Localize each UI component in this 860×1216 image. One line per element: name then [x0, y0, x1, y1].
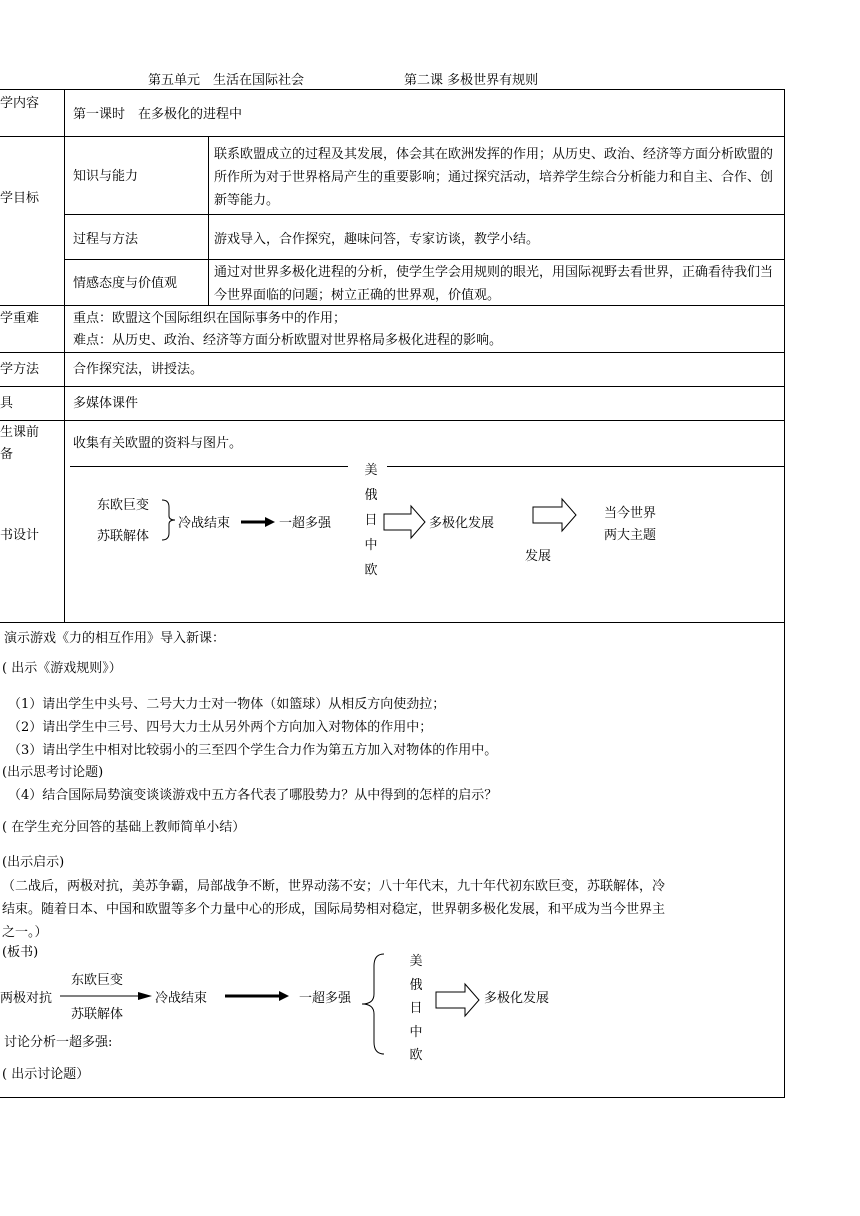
process-intro: 演示游戏《力的相互作用》导入新课： [4, 631, 226, 646]
content-label: 学内容 [0, 96, 40, 111]
table-rule [0, 420, 785, 421]
process-discuss: 讨论分析一超多强: [4, 1035, 113, 1050]
board1-develop: 发展 [525, 549, 552, 564]
process-step-1: （1）请出学生中头号、二号大力士对一物体（如篮球）从相反方向使劲拉； [8, 697, 446, 712]
board2-power-4: 欧 [409, 1048, 423, 1063]
process-rules: ( 出示《游戏规则》） [2, 661, 122, 676]
board1-double-arrow-icon-2 [532, 498, 578, 532]
board1-top-line-left [70, 466, 348, 467]
header-unit: 第五单元 生活在国际社会 [148, 73, 305, 88]
board1-power-4: 欧 [364, 563, 378, 578]
board2-double-arrow-icon [435, 983, 481, 1017]
table-border-top [0, 89, 785, 90]
board1-power-0: 美 [364, 463, 378, 478]
board2-power-1: 俄 [409, 977, 423, 993]
tools-label: 具 [0, 396, 14, 411]
board1-arrow-icon [241, 516, 277, 528]
board2-multipolar: 多极化发展 [484, 991, 550, 1006]
board2-power-2: 日 [409, 1001, 423, 1016]
goal1-text: 联系欧盟成立的过程及其发展，体会其在欧洲发挥的作用；从历史、政治、经济等方面分析欧盟的所作所为对于世界格局产生的重要影响；通过探究活动，培养学生综合分析能力和自主、合作、创新等能力。 [214, 147, 774, 208]
board2-superpower: 一超多强 [299, 991, 352, 1006]
table-border-right [784, 89, 785, 1097]
board2-soviet: 苏联解体 [71, 1007, 124, 1022]
process-step-4: （4）结合国际局势演变谈谈游戏中五方各代表了哪股势力？从中得到的怎样的启示？ [8, 788, 498, 803]
table-rule [65, 259, 785, 260]
board1-multipolar: 多极化发展 [429, 516, 495, 531]
board2-power-3: 中 [409, 1024, 423, 1040]
goal3-text: 通过对世界多极化进程的分析，使学生学会用规则的眼光，用国际视野去看世界，正确看待我们当今世界面临的问题；树立正确的世界观，价值观。 [214, 265, 774, 303]
board-label: 书设计 [0, 528, 40, 543]
process-step-2: （2）请出学生中三号、四号大力士从另外两个方向加入对物体的作用中； [8, 720, 433, 735]
board1-top-line-right [387, 466, 785, 467]
board2-east-europe: 东欧巨变 [71, 973, 124, 988]
goal2-label: 过程与方法 [73, 232, 139, 247]
board2-brace [360, 952, 390, 1056]
board1-brace [160, 498, 180, 542]
prep-label-2: 备 [0, 447, 14, 462]
key-line-1: 重点：欧盟这个国际组织在国际事务中的作用； [73, 311, 347, 326]
tools-value: 多媒体课件 [73, 396, 139, 411]
table-rule [0, 386, 785, 387]
process-insight-text-2: 结束。随着日本、中国和欧盟等多个力量中心的形成，国际局势相对稳定，世界朝多极化发展，和平成为当今世界主 [2, 902, 666, 917]
process-board: (板书) [2, 945, 39, 960]
board1-power-2: 日 [364, 513, 378, 528]
table-col-divider [64, 89, 65, 622]
board2-power-0: 美 [409, 954, 423, 969]
process-step-3: （3）请出学生中相对比较弱小的三至四个学生合力作为第五方加入对物体的作用中。 [8, 743, 498, 758]
table-border-bottom [0, 1097, 785, 1098]
board1-double-arrow-icon [383, 505, 427, 539]
process-insight-text-1: （二战后，两极对抗，美苏争霸，局部战争不断，世界动荡不安；八十年代末，九十年代初东欧巨变，苏联解体，冷 [2, 879, 666, 894]
board2-bipolar: 两极对抗 [0, 991, 53, 1006]
prep-value: 收集有关欧盟的资料与图片。 [73, 436, 243, 451]
board1-power-1: 俄 [364, 488, 378, 503]
board2-cold-war-end: 冷战结束 [155, 991, 208, 1006]
board1-power-3: 中 [364, 538, 378, 553]
table-rule [0, 622, 785, 623]
process-insight-text-3: 之一。） [2, 925, 48, 940]
process-think: (出示思考讨论题) [2, 765, 104, 780]
content-value: 第一课时 在多极化的进程中 [73, 107, 243, 122]
method-label: 学方法 [0, 362, 40, 377]
board2-powers [406, 950, 426, 1068]
process-discuss-question: ( 出示讨论题） [2, 1067, 90, 1082]
table-col-divider [208, 136, 209, 305]
prep-label-1: 生课前 [0, 425, 40, 440]
process-insight: (出示启示) [2, 855, 65, 870]
goal2-text: 游戏导入，合作探究，趣味问答，专家访谈，教学小结。 [214, 232, 540, 247]
board2-arrow-small-icon [138, 992, 154, 1002]
board1-soviet: 苏联解体 [97, 529, 150, 544]
board1-today-2: 两大主题 [604, 528, 657, 543]
process-summary: ( 在学生充分回答的基础上教师简单小结） [2, 820, 246, 835]
header-lesson: 第二课 多极世界有规则 [404, 73, 539, 88]
table-rule [65, 214, 785, 215]
board1-powers [361, 458, 381, 583]
goal3-label: 情感态度与价值观 [73, 276, 178, 291]
board1-cold-war-end: 冷战结束 [178, 516, 231, 531]
key-label: 学重难 [0, 311, 40, 326]
goals-label: 学目标 [0, 191, 40, 206]
board2-arrow-icon [225, 990, 291, 1002]
board1-east-europe: 东欧巨变 [97, 498, 150, 513]
table-rule [0, 136, 785, 137]
key-line-2: 难点：从历史、政治、经济等方面分析欧盟对世界格局多极化进程的影响。 [73, 333, 503, 348]
goal1-label: 知识与能力 [73, 169, 139, 184]
table-rule [0, 352, 785, 353]
board1-superpower: 一超多强 [279, 516, 332, 531]
method-value: 合作探究法，讲授法。 [73, 362, 204, 377]
board1-today-1: 当今世界 [604, 506, 657, 521]
